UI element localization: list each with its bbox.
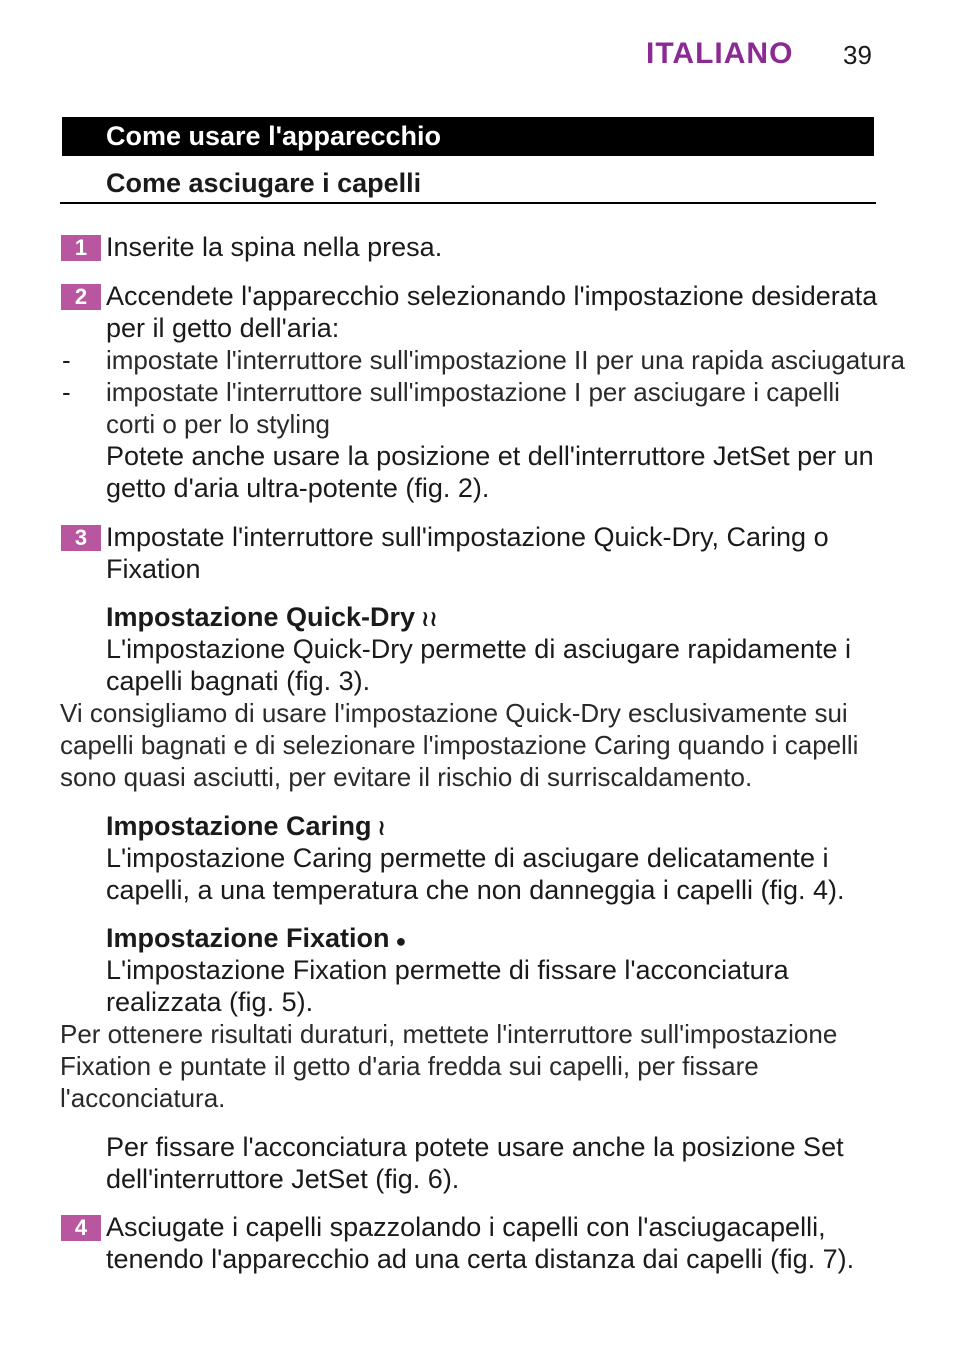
bullet-1-text: impostate l'interruttore sull'impostazione II per una rapida asciugatura [106, 345, 906, 375]
caring-title-text: Impostazione Caring [106, 811, 372, 841]
caring-symbol-icon: ≀ [377, 815, 386, 840]
quickdry-symbol-icon: ≀≀ [421, 606, 438, 631]
quickdry-line-2: capelli bagnati (fig. 3). [106, 666, 371, 696]
fixation-tip-line-2: Fixation e puntate il getto d'aria fredda sui capelli, per fissare [60, 1051, 759, 1081]
fixation-title-text: Impostazione Fixation [106, 923, 390, 953]
section-title: Come usare l'apparecchio [106, 121, 442, 151]
quickdry-title-text: Impostazione Quick-Dry [106, 602, 416, 632]
subsection-title: Come asciugare i capelli [106, 168, 422, 198]
jetset-note-line-2: getto d'aria ultra-potente (fig. 2). [106, 473, 490, 503]
quickdry-tip-line-1: Vi consigliamo di usare l'impostazione Quick-Dry esclusivamente sui [60, 698, 848, 728]
caring-line-2: capelli, a una temperatura che non danneggia i capelli (fig. 4). [106, 875, 845, 905]
step-2-line-2: per il getto dell'aria: [106, 313, 340, 343]
bullet-2-line-1: impostate l'interruttore sull'impostazione I per asciugare i capelli [106, 377, 840, 407]
set-note-line-2: dell'interruttore JetSet (fig. 6). [106, 1164, 460, 1194]
step-number-4: 4 [61, 1215, 101, 1241]
fixation-title [106, 922, 406, 957]
divider [60, 202, 876, 204]
section-title-bar [62, 117, 874, 156]
step-number-2: 2 [61, 284, 101, 310]
step-number-1: 1 [61, 235, 101, 261]
quickdry-title [106, 601, 438, 635]
set-note-line-1: Per fissare l'acconciatura potete usare anche la posizione Set [106, 1132, 844, 1162]
fixation-tip-line-3: l'acconciatura. [60, 1083, 226, 1113]
step-3-line-2: Fixation [106, 554, 201, 584]
bullet-dash: - [62, 345, 71, 375]
caring-line-1: L'impostazione Caring permette di asciugare delicatamente i [106, 843, 829, 873]
step-1-text: Inserite la spina nella presa. [106, 232, 443, 262]
caring-title [106, 810, 386, 844]
quickdry-tip-line-2: capelli bagnati e di selezionare l'impostazione Caring quando i capelli [60, 730, 859, 760]
step-3-line-1: Impostate l'interruttore sull'impostazione Quick-Dry, Caring o [106, 522, 829, 552]
fixation-line-1: L'impostazione Fixation permette di fissare l'acconciatura [106, 955, 789, 985]
quickdry-tip-line-3: sono quasi asciutti, per evitare il rischio di surriscaldamento. [60, 762, 753, 792]
step-2-line-1: Accendete l'apparecchio selezionando l'impostazione desiderata [106, 281, 878, 311]
fixation-symbol-icon: ● [395, 931, 407, 951]
step-4-line-1: Asciugate i capelli spazzolando i capelli con l'asciugacapelli, [106, 1212, 826, 1242]
page-number: 39 [843, 40, 872, 70]
step-number-3: 3 [61, 525, 101, 551]
jetset-note-line-1: Potete anche usare la posizione et dell'interruttore JetSet per un [106, 441, 874, 471]
fixation-line-2: realizzata (fig. 5). [106, 987, 314, 1017]
bullet-2-line-2: corti o per lo styling [106, 409, 330, 439]
fixation-tip-line-1: Per ottenere risultati duraturi, mettete l'interruttore sull'impostazione [60, 1019, 838, 1049]
language-heading: ITALIANO [646, 37, 794, 70]
step-4-line-2: tenendo l'apparecchio ad una certa distanza dai capelli (fig. 7). [106, 1244, 855, 1274]
bullet-dash: - [62, 377, 71, 407]
quickdry-line-1: L'impostazione Quick-Dry permette di asciugare rapidamente i [106, 634, 851, 664]
